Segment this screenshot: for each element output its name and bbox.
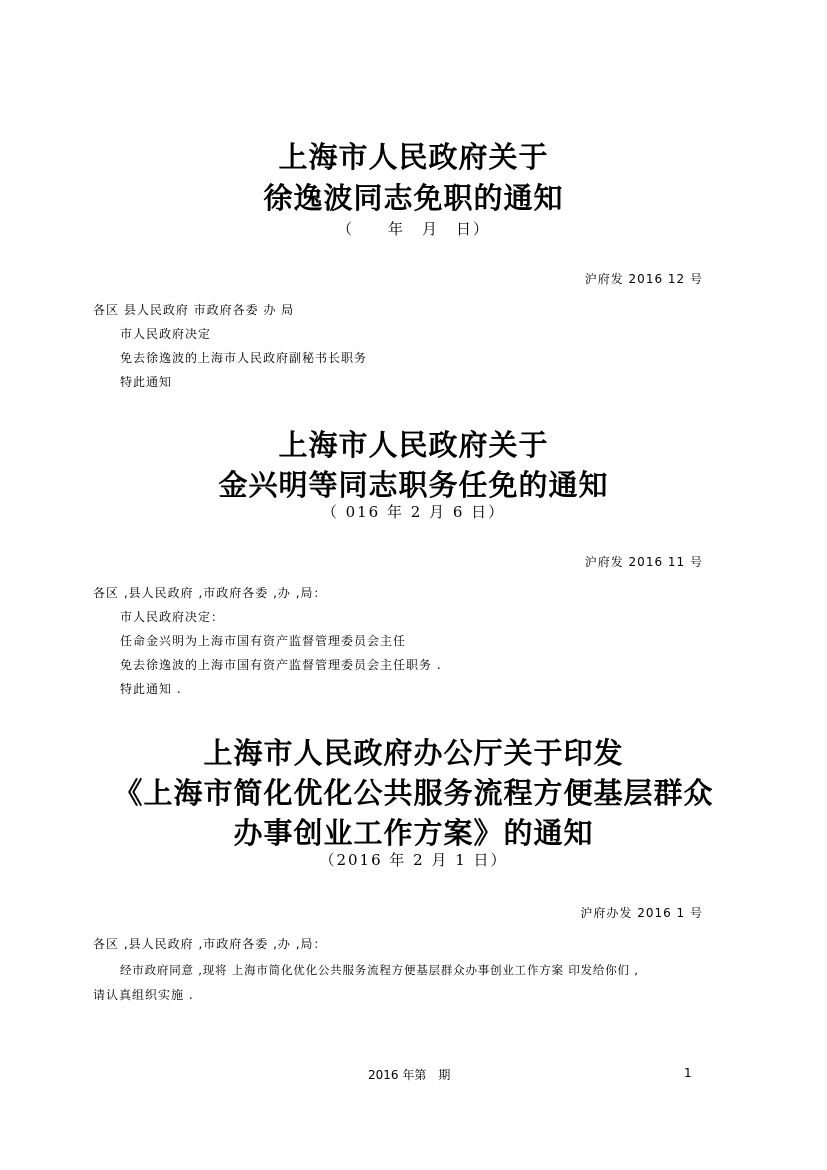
- notice3-paragraph: 经市政府同意 ,现将 上海市简化优化公共服务流程方便基层群众办事创业工作方案 印发给你们 ,: [120, 963, 639, 977]
- page-number: 1: [684, 1066, 692, 1080]
- notice2-paragraph: 免去徐逸波的上海市国有资产监督管理委员会主任职务 .: [120, 658, 442, 672]
- notice1-date: （ 年 月 日）: [336, 220, 490, 238]
- notice2-date: （ 016 年 2 月 6 日）: [321, 503, 506, 521]
- notice2-paragraph: 任命金兴明为上海市国有资产监督管理委员会主任: [120, 634, 407, 648]
- notice1-title-line1: 上海市人民政府关于: [278, 140, 549, 174]
- notice1-paragraph: 免去徐逸波的上海市人民政府副秘书长职务: [120, 351, 368, 365]
- notice2-doc-number: 沪府发 2016 11 号: [584, 555, 703, 569]
- notice2-title-line2: 金兴明等同志职务任免的通知: [218, 468, 609, 502]
- notice3-title-line1: 上海市人民政府办公厅关于印发: [203, 736, 624, 770]
- notice3-title-line3: 办事创业工作方案》的通知: [233, 816, 594, 850]
- notice1-paragraph: 市人民政府决定: [120, 327, 212, 341]
- notice2-paragraph: 市人民政府决定：: [120, 610, 225, 624]
- notice1-recipients: 各区 县人民政府 市政府各委 办 局: [93, 303, 295, 317]
- notice2-title-line1: 上海市人民政府关于: [278, 428, 549, 462]
- notice3-date: （2016 年 2 月 1 日）: [319, 851, 508, 869]
- notice3-paragraph-continued: 请认真组织实施 .: [93, 988, 194, 1002]
- notice1-doc-number: 沪府发 2016 12 号: [584, 272, 703, 286]
- notice1-title-line2: 徐逸波同志免职的通知: [263, 181, 564, 215]
- notice1-paragraph: 特此通知: [120, 375, 173, 389]
- notice3-title-line2: 《上海市简化优化公共服务流程方便基层群众: [113, 776, 714, 810]
- notice3-recipients: 各区 ,县人民政府 ,市政府各委 ,办 ,局：: [93, 937, 327, 951]
- notice2-recipients: 各区 ,县人民政府 ,市政府各委 ,办 ,局：: [93, 586, 327, 600]
- notice3-doc-number: 沪府办发 2016 1 号: [580, 906, 703, 920]
- footer-issue: 2016 年第 期: [368, 1068, 451, 1082]
- notice2-paragraph: 特此通知 .: [120, 682, 182, 696]
